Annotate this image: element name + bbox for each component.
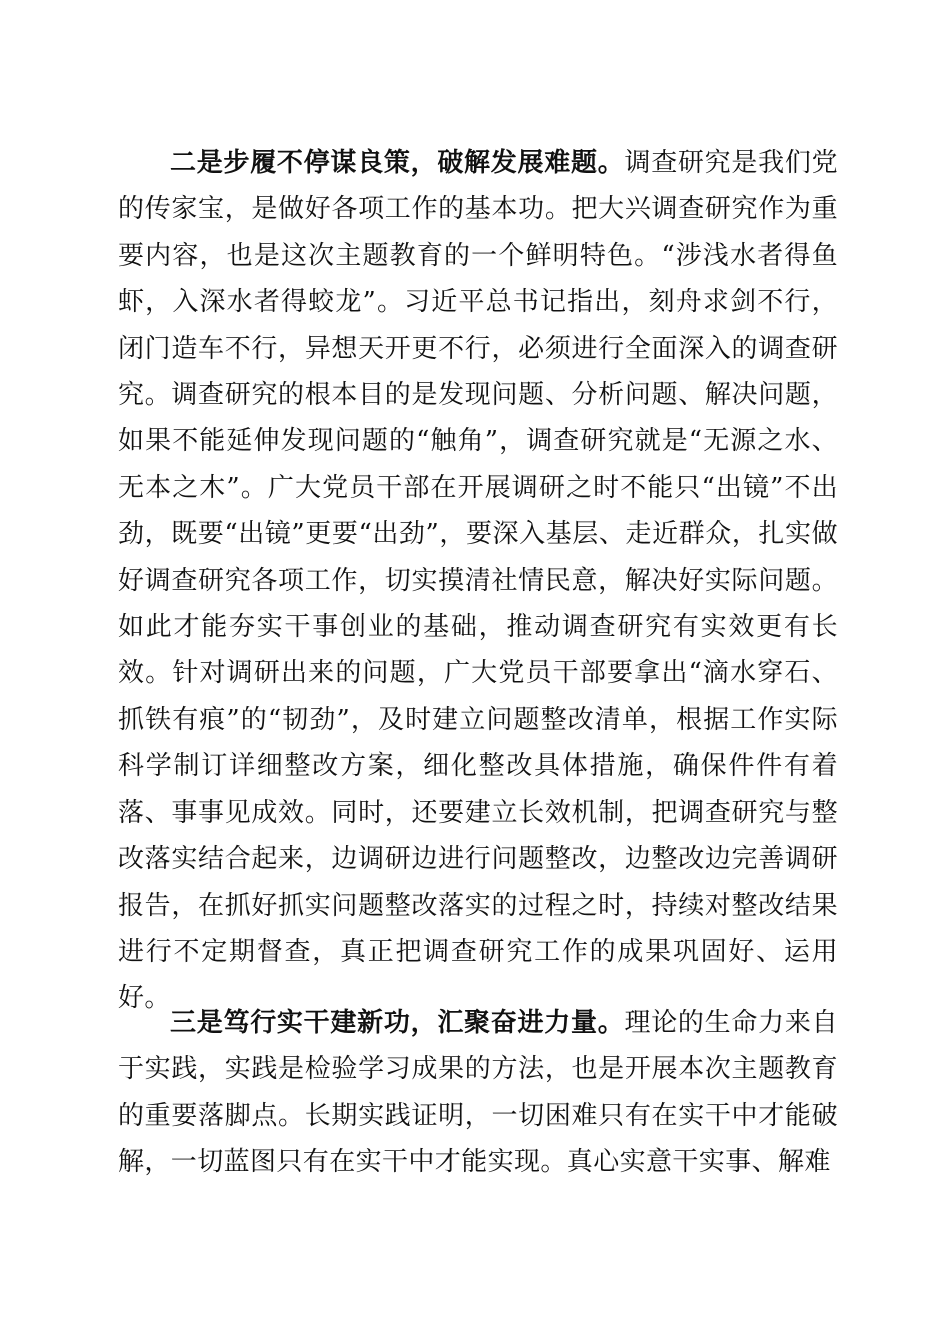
- paragraph-text: [118, 1000, 838, 1186]
- paragraph-body: 理论的生命力来自于实践，实践是检验学习成果的方法，也是开展本次主题教育的重要落脚点。长期实践证明，一切困难只有在实干中才能破解，一切蓝图只有在实干中才能实现。真心实意干实事、解难: [118, 1008, 838, 1178]
- paragraph-text: [118, 140, 838, 1022]
- paragraph-lead: 三是笃行实干建新功，汇聚奋进力量。: [170, 1008, 625, 1038]
- paragraph-lead: 二是步履不停谋良策，破解发展难题。: [170, 148, 625, 178]
- paragraph-body: 调查研究是我们党的传家宝，是做好各项工作的基本功。把大兴调查研究作为重要内容，也是这次主题教育的一个鲜明特色。“涉浅水者得鱼虾，入深水者得蛟龙”。习近平总书记指出，刻舟求剑不行，闭门造车不行，异想天开更不行，必须进行全面深入的调查研究。调查研究的根本目的是发现问题、分析问题、解决问题，如果不能延伸发现问题的“触角”，调查研究就是“无源之水、无本之木”。广大党员干部在开展调研之时不能只“出镜”不出劲，既要“出镜”更要“出劲”，要深入基层、走近群众，扎实做好调查研究各项工作，切实摸清社情民意，解决好实际问题。如此才能夯实干事创业的基础，推动调查研究有实效更有长效。针对调研出来的问题，广大党员干部要拿出“滴水穿石、抓铁有痕”的“韧劲”，及时建立问题整改清单，根据工作实际科学制订详细整改方案，细化整改具体措施，确保件件有着落、事事见成效。同时，还要建立长效机制，把调查研究与整改落实结合起来，边调研边进行问题整改，边整改边完善调研报告，在抓好抓实问题整改落实的过程之时，持续对整改结果进行不定期督查，真正把调查研究工作的成果巩固好、运用好。: [118, 148, 838, 1014]
- paragraph-item-3: [118, 1000, 838, 1186]
- paragraph-item-2: [118, 140, 838, 1022]
